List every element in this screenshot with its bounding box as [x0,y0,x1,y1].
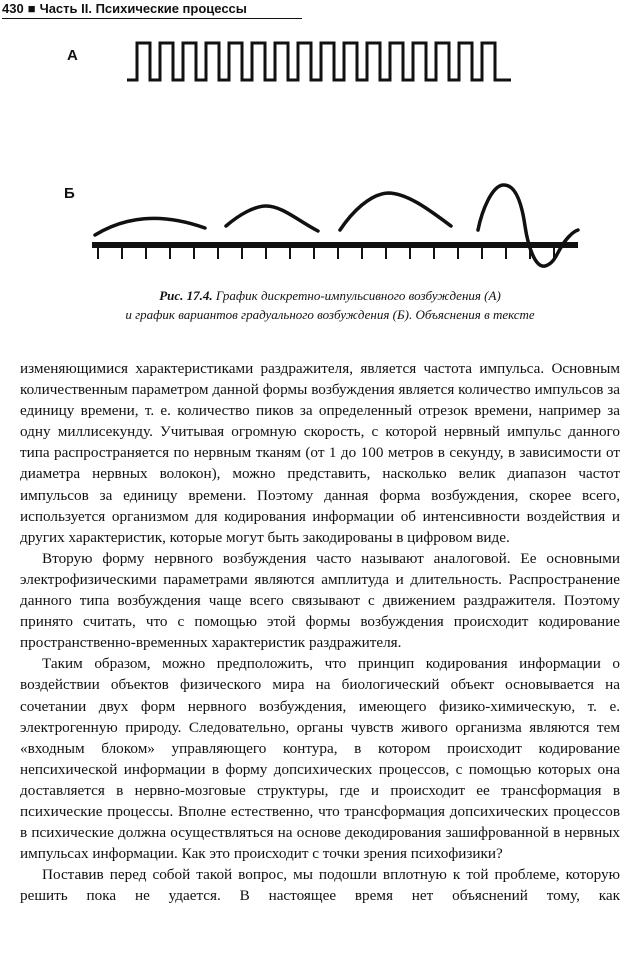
paragraph: Поставив перед собой такой вопрос, мы подошли вплотную к той проблеме, которую решить пока не удается. В настоящее время нет объяснений тому, как [20,866,620,905]
pulse-train-graph-a [127,43,511,80]
graded-wave-2 [226,206,318,231]
graded-wave-3 [340,193,451,230]
graded-wave-1 [95,218,205,235]
figure-caption [40,286,620,324]
paragraph: Вторую форму нервного возбуждения часто называют аналоговой. Ее основными электрофизическими параметрами являются амплитуда и длительность. Распространение данного типа возбуждения чаще всего связывают с движением раздражителя. Поэтому принято считать, что с помощью этой формы возбуждения происходит кодирование пространственно-временных характеристик раздражителя. [20,549,620,652]
paragraph: изменяющимися характеристиками раздражителя, является частота импульса. Основным количественным параметром данной формы возбуждения является количество импульсов за единицу времени, т. е. количество пиков за определенный отрезок времени, например за одну миллисекунду. Учитывая огромную скорость, с которой нервный импульс данного типа распространяется по нервным тканям (от 1 до 100 метров в секунду, в зависимости от диаметра нервных волокон), можно представить, насколько велик диапазон частот импульсов за единицу времени. Поэтому данная форма возбуждения, скорее всего, используется организмом для кодирования информации об интенсивности воздействия и других характеристик, которые могут быть закодированы в цифровом виде. [20,360,620,546]
caption-line-2: и график вариантов градуального возбуждения (Б). Объяснения в тексте [125,307,535,322]
caption-text-1: График дискретно-импульсивного возбуждения (А) [215,288,501,303]
graded-wave-4 [478,185,578,266]
figure-label-a: А [67,47,78,64]
paragraph: Таким образом, можно предположить, что принцип кодирования информации о воздействии объектов физического мира на биологический объект основывается на сочетании двух форм нервного возбуждения, имеющего физико-химическую, т. е. электрогенную природу. Следовательно, органы чувств живого организма являются тем «входным блоком» управляющего контура, в котором происходит кодирование непсихической информации в форму допсихических процессов, с помощью которых она доставляется в нервно-мозговые структуры, где и происходит ее трансформация в психические процессы. Вполне естественно, что трансформация допсихических процессов в психические должна осуществляться на основе декодирования зашифрованной в нервных импульсах информации. Как это происходит с точки зрения психофизики? [20,655,620,863]
body-text [20,358,620,906]
figure-17-4-graphs [0,0,620,280]
caption-line-1 [40,286,620,305]
page-number: 430 [2,1,24,16]
caption-figure-number: Рис. 17.4. [159,288,213,303]
figure-label-b: Б [64,185,75,202]
section-title: Часть II. Психические процессы [39,1,247,16]
square-bullet-icon: ■ [27,1,36,16]
